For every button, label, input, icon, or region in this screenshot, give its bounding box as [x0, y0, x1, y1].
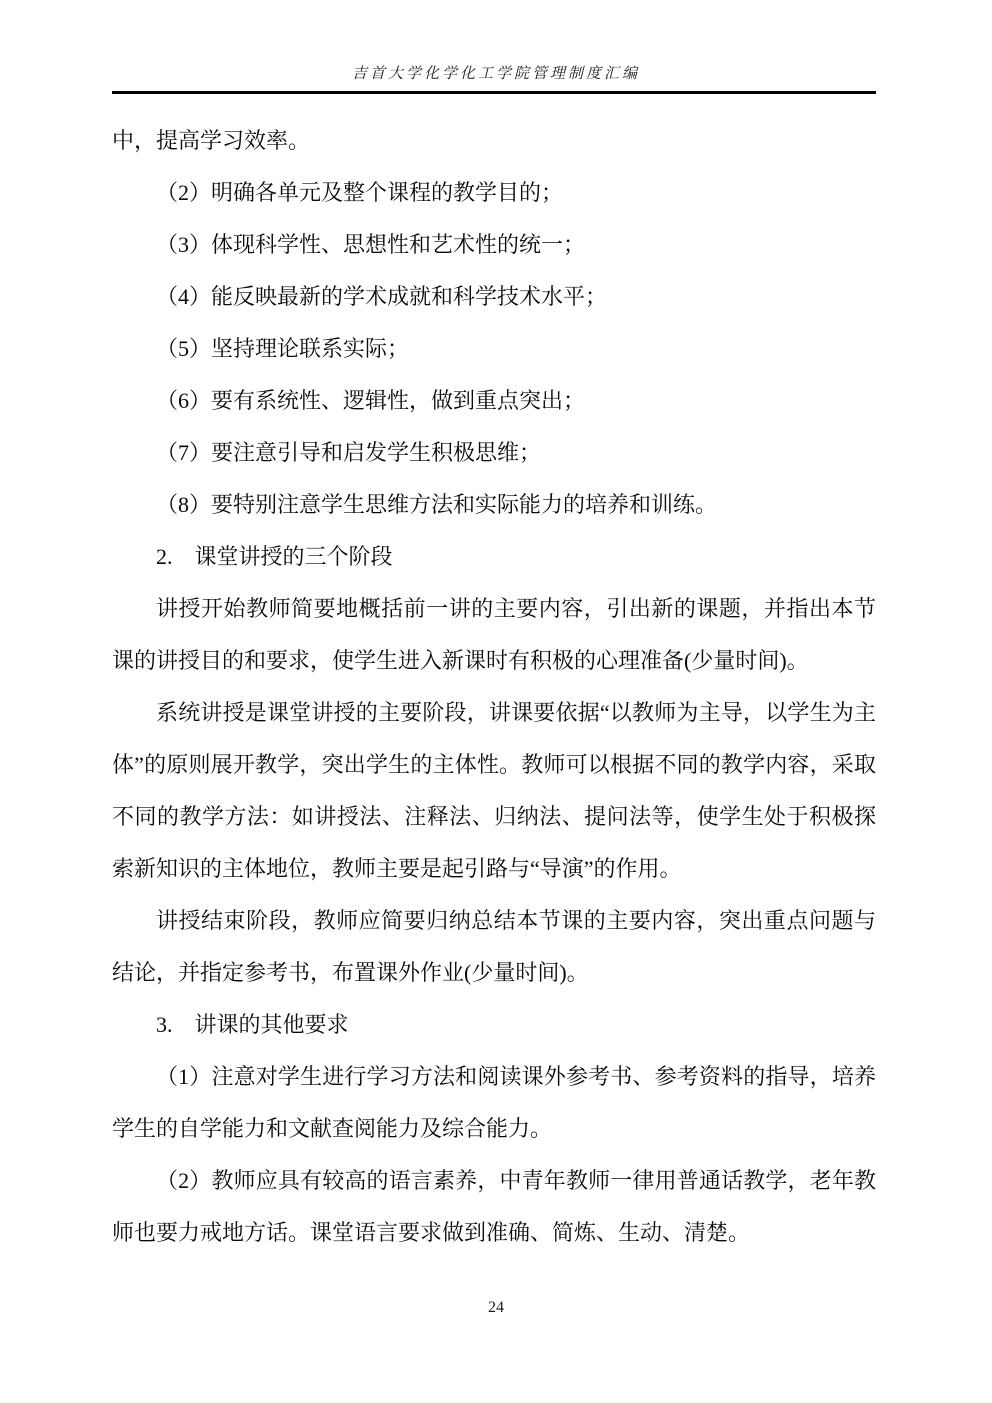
page-header-title: 吉首大学化学化工学院管理制度汇编	[351, 66, 640, 82]
paragraph-14: （1）注意对学生进行学习方法和阅读课外参考书、参考资料的指导，培养学生的自学能力和文献查阅能力及综合能力。	[112, 1064, 876, 1141]
paragraph-5: （5）坚持理论联系实际；	[156, 336, 410, 361]
paragraph-12: 讲授结束阶段，教师应简要归纳总结本节课的主要内容，突出重点问题与结论，并指定参考书，布置课外作业(少量时间)。	[112, 908, 876, 985]
paragraph-8: （8）要特别注意学生思维方法和实际能力的培养和训练。	[156, 492, 718, 517]
paragraph-7: （7）要注意引导和启发学生积极思维；	[156, 440, 542, 465]
paragraph-15: （2）教师应具有较高的语言素养，中青年教师一律用普通话教学，老年教师也要力戒地方话。课堂语言要求做到准确、简炼、生动、清楚。	[112, 1168, 876, 1245]
document-body	[112, 115, 876, 1259]
paragraph-3: （3）体现科学性、思想性和艺术性的统一；	[156, 232, 586, 257]
header-rule	[112, 91, 876, 94]
paragraph-4: （4）能反映最新的学术成就和科学技术水平；	[156, 284, 608, 309]
paragraph-10: 讲授开始教师简要地概括前一讲的主要内容，引出新的课题，并指出本节课的讲授目的和要求，使学生进入新课时有积极的心理准备(少量时间)。	[112, 596, 876, 673]
paragraph-9: 2. 课堂讲授的三个阶段	[156, 544, 393, 569]
paragraph-2: （2）明确各单元及整个课程的教学目的；	[156, 180, 564, 205]
page-number: 24	[488, 1299, 504, 1316]
paragraph-6: （6）要有系统性、逻辑性，做到重点突出；	[156, 388, 586, 413]
paragraph-13: 3. 讲课的其他要求	[156, 1012, 349, 1037]
paragraph-1: 中，提高学习效率。	[112, 128, 311, 153]
paragraph-11: 系统讲授是课堂讲授的主要阶段，讲课要依据“以教师为主导，以学生为主体”的原则展开教学，突出学生的主体性。教师可以根据不同的教学内容，采取不同的教学方法：如讲授法、注释法、归纳法、提问法等，使学生处于积极探索新知识的主体地位，教师主要是起引路与“导演”的作用。	[112, 700, 876, 881]
